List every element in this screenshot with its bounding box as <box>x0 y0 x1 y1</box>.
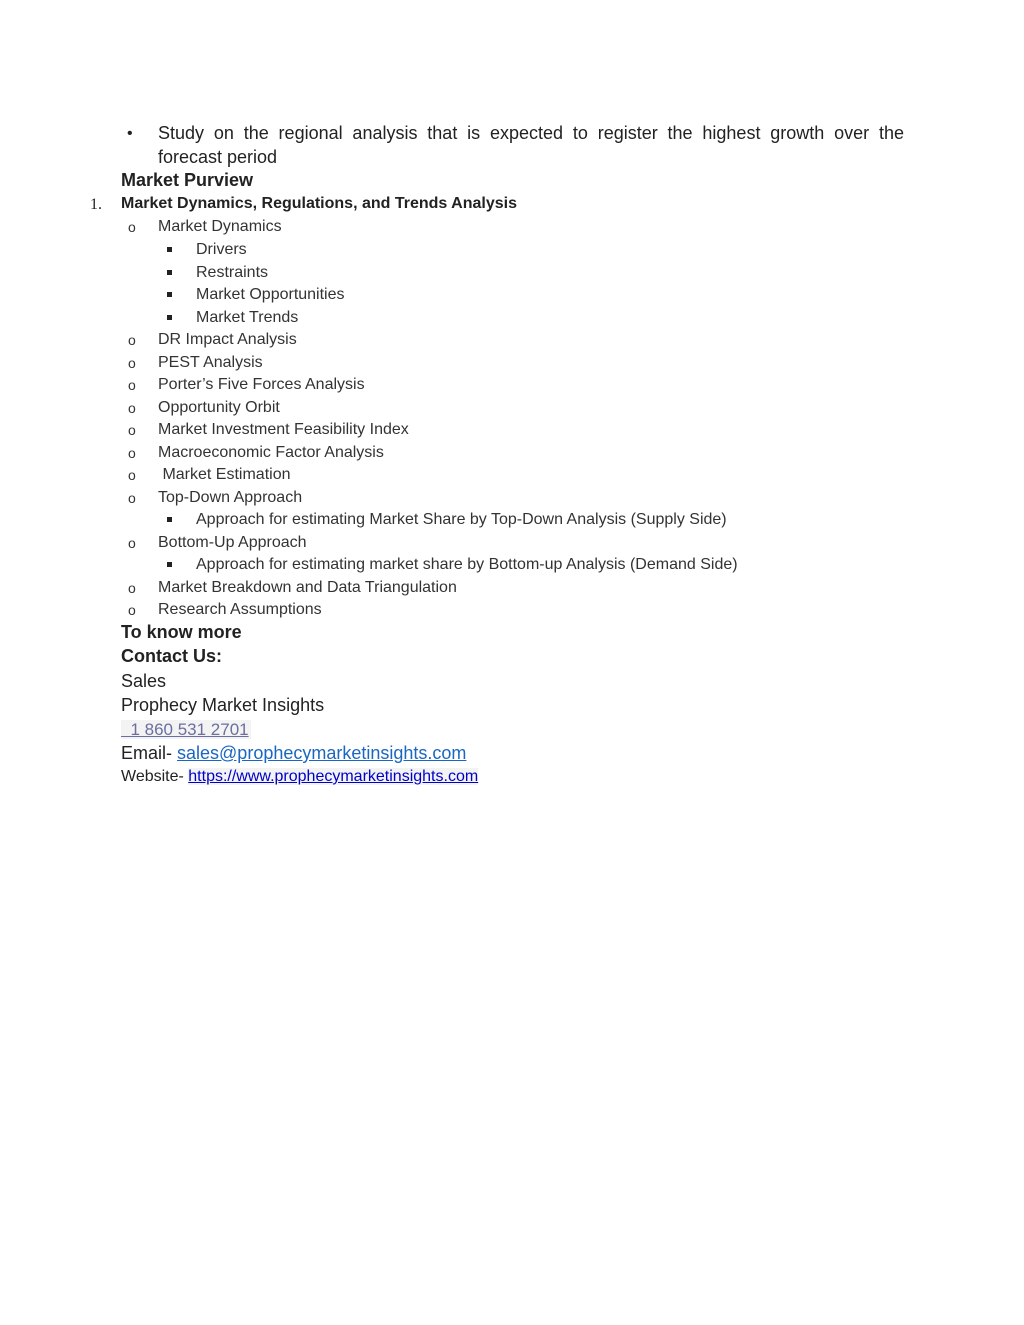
contact-email-line <box>121 743 466 764</box>
section-heading: Market Purview <box>121 170 254 190</box>
contact-sales: Sales <box>121 671 167 691</box>
circle-marker: o <box>128 219 136 235</box>
contact-website-line <box>121 768 478 786</box>
numbered-marker: 1. <box>90 196 102 213</box>
circle-marker: o <box>128 602 136 618</box>
circle-marker: o <box>128 580 136 596</box>
circle-marker: o <box>128 467 136 483</box>
numbered-heading: Market Dynamics, Regulations, and Trends Analysis <box>121 195 517 212</box>
website-label: Website- <box>121 768 189 785</box>
outline-item-macro: Macroeconomic Factor Analysis <box>158 444 384 461</box>
square-marker <box>167 292 172 297</box>
phone-link[interactable]: 1 860 531 2701 <box>121 720 249 739</box>
outline-item-orbit: Opportunity Orbit <box>158 399 280 416</box>
circle-marker: o <box>128 355 136 371</box>
intro-bullet-item <box>127 121 904 169</box>
square-marker <box>167 270 172 275</box>
intro-bullet-text: Study on the regional analysis that is expected to register the highest growth over the forecast period <box>158 123 904 167</box>
circle-marker: o <box>128 535 136 551</box>
square-marker <box>167 517 172 522</box>
circle-marker: o <box>128 332 136 348</box>
outline-item-bottom-up: Bottom-Up Approach <box>158 534 307 551</box>
know-more-heading: To know more <box>121 622 242 642</box>
contact-phone-line <box>121 720 251 740</box>
website-link[interactable]: https://www.prophecymarketinsights.com <box>188 768 479 785</box>
outline-subitem-trends: Market Trends <box>196 309 299 326</box>
contact-company: Prophecy Market Insights <box>121 695 325 715</box>
contact-us-heading: Contact Us: <box>121 646 223 666</box>
square-marker <box>167 315 172 320</box>
bullet-marker: • <box>127 125 133 142</box>
outline-item-assumptions: Research Assumptions <box>158 601 322 618</box>
circle-marker: o <box>128 377 136 393</box>
outline-item-market-dynamics: Market Dynamics <box>158 218 282 235</box>
outline-item-feasibility: Market Investment Feasibility Index <box>158 421 409 438</box>
email-link[interactable]: sales@prophecymarketinsights.com <box>177 743 467 763</box>
outline-subitem-opportunities: Market Opportunities <box>196 286 345 303</box>
outline-item-dr-impact: DR Impact Analysis <box>158 331 297 348</box>
outline-item-pest: PEST Analysis <box>158 354 263 371</box>
outline-subitem-bottom-up-detail: Approach for estimating market share by Bottom-up Analysis (Demand Side) <box>196 556 738 573</box>
circle-marker: o <box>128 445 136 461</box>
circle-marker: o <box>128 422 136 438</box>
square-marker <box>167 562 172 567</box>
outline-item-porter: Porter’s Five Forces Analysis <box>158 376 365 393</box>
square-marker <box>167 247 172 252</box>
outline-subitem-drivers: Drivers <box>196 241 247 258</box>
email-label: Email- <box>121 743 178 763</box>
outline-item-breakdown: Market Breakdown and Data Triangulation <box>158 579 457 596</box>
outline-subitem-top-down-detail: Approach for estimating Market Share by Top-Down Analysis (Supply Side) <box>196 511 727 528</box>
outline-item-top-down: Top-Down Approach <box>158 489 303 506</box>
outline-item-estimation: Market Estimation <box>158 466 291 483</box>
circle-marker: o <box>128 490 136 506</box>
outline-subitem-restraints: Restraints <box>196 264 269 281</box>
circle-marker: o <box>128 400 136 416</box>
